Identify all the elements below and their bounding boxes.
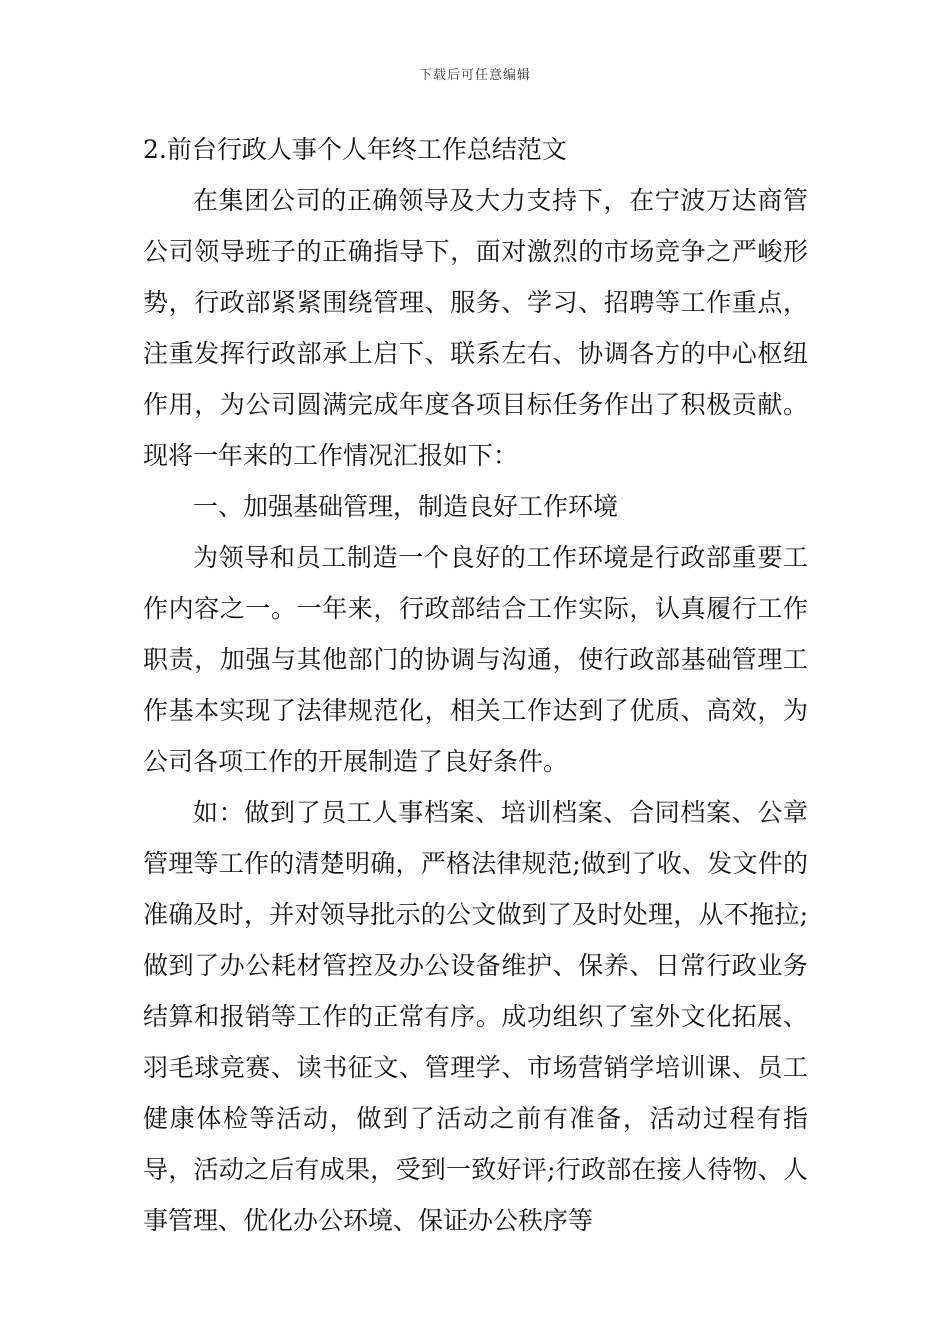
document-body	[143, 124, 808, 1246]
paragraph-examples: 如：做到了员工人事档案、培训档案、合同档案、公章管理等工作的清楚明确，严格法律规范;做到了收、发文件的准确及时，并对领导批示的公文做到了及时处理，从不拖拉;做到了办公耗材管控及办公设备维护、保养、日常行政业务结算和报销等工作的正常有序。成功组织了室外文化拓展、羽毛球竞赛、读书征文、管理学、市场营销学培训课、员工健康体检等活动，做到了活动之前有准备，活动过程有指导，活动之后有成果，受到一致好评;行政部在接人待物、人事管理、优化办公环境、保证办公秩序等	[143, 798, 808, 1235]
paragraph-section-body: 为领导和员工制造一个良好的工作环境是行政部重要工作内容之一。一年来，行政部结合工作实际，认真履行工作职责，加强与其他部门的协调与沟通，使行政部基础管理工作基本实现了法律规范化，相关工作达到了优质、高效，为公司各项工作的开展制造了良好条件。	[143, 543, 808, 776]
section-heading: 一、加强基础管理，制造良好工作环境	[193, 492, 619, 521]
page-header-note: 下载后可任意编辑	[418, 68, 531, 83]
document-title: 2.前台行政人事个人年终工作总结范文	[143, 135, 567, 164]
paragraph-intro: 在集团公司的正确领导及大力支持下，在宁波万达商管公司领导班子的正确指导下，面对激烈的市场竞争之严峻形势，行政部紧紧围绕管理、服务、学习、招聘等工作重点，注重发挥行政部承上启下、联系左右、协调各方的中心枢纽作用，为公司圆满完成年度各项目标任务作出了积极贡献。现将一年来的工作情况汇报如下：	[143, 186, 808, 470]
